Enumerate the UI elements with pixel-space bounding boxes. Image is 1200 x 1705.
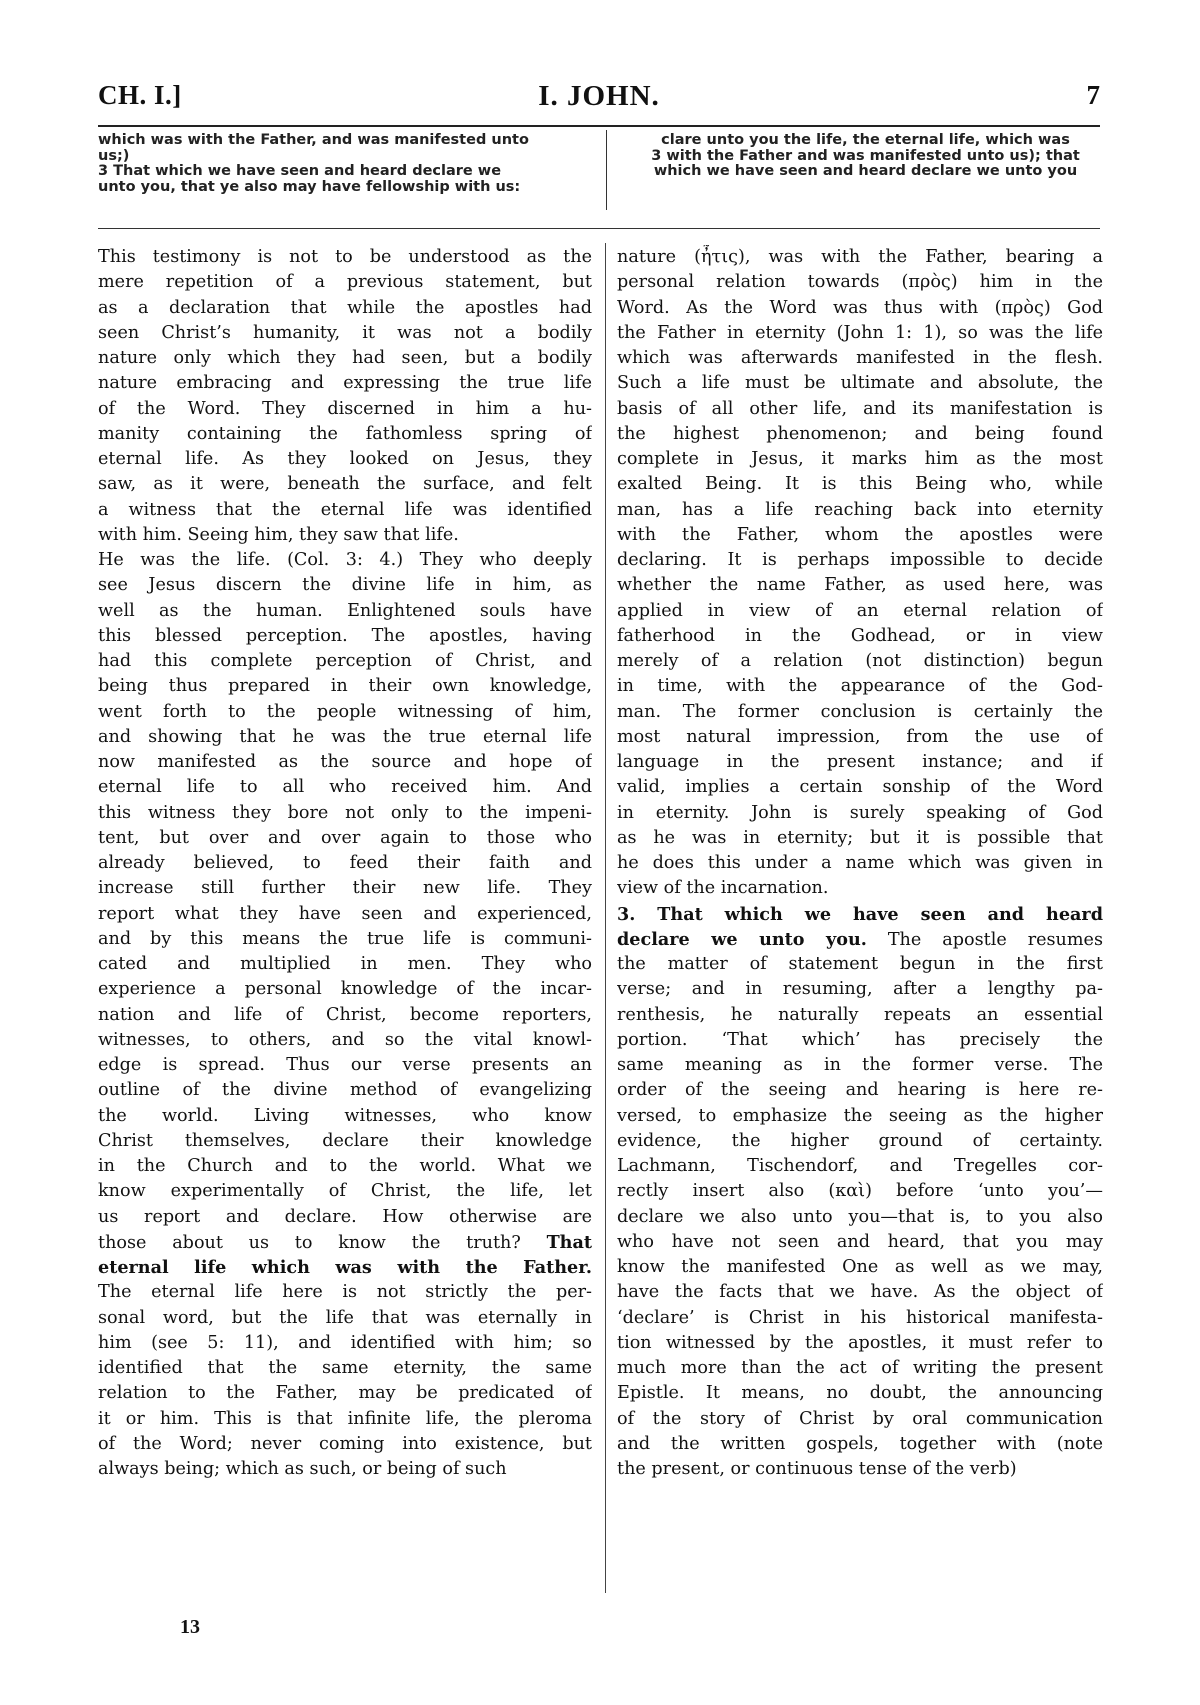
text-line: evidence, the higher ground of certainty.: [617, 1130, 1103, 1151]
text-line: in eternity. John is surely speaking of God: [617, 802, 1103, 823]
text-line: The eternal life here is not strictly the per-: [98, 1282, 592, 1303]
page-number: 7: [1086, 80, 1100, 110]
text-line: renthesis, he naturally repeats an essential: [617, 1004, 1103, 1025]
text-line: this witness they bore not only to the impeni-: [98, 802, 592, 823]
text-line: in the Church and to the world. What we: [98, 1156, 592, 1176]
column-divider: [605, 243, 606, 1593]
text-line: He was the life. (Col. 3: 4.) They who deeply: [98, 550, 592, 570]
text-line: of the story of Christ by oral communication: [617, 1408, 1103, 1429]
text-line: with him. Seeing him, they saw that life.: [98, 524, 459, 545]
text-line: always being; which as such, or being of such: [98, 1459, 507, 1479]
text-line: 3. That which we have seen and heard: [617, 903, 1103, 925]
text-line: eternal life. As they looked on Jesus, they: [98, 449, 592, 469]
text-line: it or him. This is that infinite life, the pleroma: [98, 1408, 592, 1429]
text-line: ‘declare’ is Christ in his historical manifesta-: [617, 1307, 1103, 1328]
text-line: Word. As the Word was thus with (πρὸς) God: [617, 297, 1103, 318]
text-line: basis of all other life, and its manifestation is: [617, 398, 1103, 419]
text-line: and the written gospels, together with (note: [617, 1433, 1103, 1454]
text-line: valid, implies a certain sonship of the Word: [617, 777, 1103, 798]
text-line: with the Father, whom the apostles were: [617, 524, 1103, 545]
text-line: language in the present instance; and if: [617, 752, 1103, 772]
text-line: well as the human. Enlightened souls have: [98, 600, 592, 621]
text-line: saw, as it were, beneath the surface, and felt: [98, 474, 592, 495]
text-line: eternal life which was with the Father.: [98, 1257, 592, 1278]
text-line: edge is spread. Thus our verse presents an: [98, 1055, 592, 1075]
text-line: being thus prepared in their own knowledge,: [98, 676, 592, 697]
text-line: applied in view of an eternal relation of: [617, 600, 1103, 621]
text-line: most natural impression, from the use of: [617, 726, 1103, 747]
book-title: I. JOHN.: [538, 80, 660, 112]
text-line: nature only which they had seen, but a bodily: [98, 348, 592, 368]
text-line: a witness that the eternal life was identified: [98, 499, 592, 520]
text-line: personal relation towards (πρὸς) him in the: [617, 272, 1103, 293]
text-line: cated and multiplied in men. They who: [98, 954, 592, 974]
text-line: the world. Living witnesses, who know: [98, 1105, 592, 1126]
text-line: experience a personal knowledge of the incar-: [98, 979, 592, 1000]
text-line: the highest phenomenon; and being found: [617, 423, 1103, 444]
verse-line: 3 with the Father and was manifested unto us); that: [651, 148, 1080, 164]
text-line: know experimentally of Christ, the life, let: [98, 1181, 592, 1202]
text-line: view of the incarnation.: [617, 878, 829, 899]
text-line: those about us to know the truth? That: [98, 1231, 592, 1253]
verse-line: which we have seen and heard declare we unto you: [653, 164, 1078, 179]
text-line: fatherhood in the Godhead, or in view: [617, 625, 1103, 646]
text-line: the matter of statement begun in the first: [617, 954, 1103, 974]
text-line: who have not seen and heard, that you may: [617, 1231, 1103, 1252]
text-line: and showing that he was the true eternal life: [98, 726, 592, 747]
text-line: portion. ‘That which’ has precisely the: [617, 1029, 1103, 1050]
text-line: whether the name Father, as used here, was: [617, 575, 1103, 596]
text-line: declare we also unto you—that is, to you also: [617, 1206, 1103, 1227]
verse-text-rule: [98, 228, 1100, 229]
text-line: declare we unto you. The apostle resumes: [617, 928, 1103, 950]
text-line: him (see 5: 11), and identified with him; so: [98, 1332, 592, 1353]
text-line: now manifested as the source and hope of: [98, 752, 592, 772]
text-line: relation to the Father, may be predicated of: [98, 1383, 592, 1404]
verse-line: us;): [98, 148, 130, 164]
text-line: report what they have seen and experienced,: [98, 903, 592, 924]
text-line: and by this means the true life is communi-: [98, 928, 592, 949]
text-line: identified that the same eternity, the same: [98, 1358, 592, 1378]
text-line: which was afterwards manifested in the flesh.: [617, 348, 1103, 368]
text-line: rectly insert also (καὶ) before ‘unto you’—: [617, 1181, 1103, 1202]
text-line: eternal life to all who received him. And: [98, 777, 592, 798]
text-line: man, has a life reaching back into eternity: [617, 499, 1103, 520]
text-line: the present, or continuous tense of the verb): [617, 1459, 1017, 1479]
text-line: order of the seeing and hearing is here re-: [617, 1080, 1103, 1101]
text-line: Such a life must be ultimate and absolute, the: [617, 373, 1103, 394]
text-line: seen Christ’s humanity, it was not a bodily: [98, 322, 592, 343]
text-line: much more than the act of writing the present: [617, 1358, 1103, 1378]
commentary-right-column: [617, 245, 1103, 1482]
text-line: Christ themselves, declare their knowledge: [98, 1130, 592, 1151]
verse-text-revised-version: [628, 133, 1103, 180]
text-line: tion witnessed by the apostles, it must refer to: [617, 1332, 1103, 1353]
text-line: as he was in eternity; but it is possible that: [617, 827, 1103, 848]
text-line: us report and declare. How otherwise are: [98, 1206, 592, 1227]
text-line: as a declaration that while the apostles had: [98, 297, 592, 318]
text-line: same meaning as in the former verse. The: [617, 1055, 1103, 1075]
text-line: nature (ἦτις), was with the Father, bearing a: [617, 247, 1103, 267]
verse-text-common-version: [98, 133, 588, 195]
text-line: he does this under a name which was given in: [617, 853, 1103, 873]
verse-line: which was with the Father, and was manifested unto: [98, 133, 529, 148]
text-line: of the Word; never coming into existence, but: [98, 1433, 592, 1454]
commentary-left-column: [98, 245, 592, 1482]
text-line: increase still further their new life. They: [98, 878, 592, 899]
verse-line: 3 That which we have seen and heard declare we: [98, 164, 502, 179]
text-line: see Jesus discern the divine life in him, as: [98, 575, 592, 596]
text-line: in time, with the appearance of the God-: [617, 676, 1103, 697]
text-line: Epistle. It means, no doubt, the announcing: [617, 1383, 1103, 1404]
text-line: went forth to the people witnessing of him,: [98, 701, 592, 722]
text-line: manity containing the fathomless spring of: [98, 423, 592, 444]
text-line: man. The former conclusion is certainly the: [617, 701, 1103, 722]
text-line: exalted Being. It is this Being who, while: [617, 474, 1103, 495]
text-line: verse; and in resuming, after a lengthy pa-: [617, 979, 1103, 1000]
text-line: complete in Jesus, it marks him as the most: [617, 449, 1103, 469]
text-line: Lachmann, Tischendorf, and Tregelles cor-: [617, 1156, 1103, 1176]
verse-line: unto you, that ye also may have fellowship with us:: [98, 179, 521, 195]
text-line: had this complete perception of Christ, and: [98, 651, 592, 671]
verse-text-divider: [606, 130, 607, 210]
text-line: know the manifested One as well as we may,: [617, 1257, 1103, 1277]
text-line: have the facts that we have. As the object of: [617, 1282, 1103, 1303]
text-line: of the Word. They discerned in him a hu-: [98, 398, 592, 419]
text-line: the Father in eternity (John 1: 1), so was the life: [617, 322, 1103, 343]
text-line: already believed, to feed their faith and: [98, 853, 592, 873]
text-line: nation and life of Christ, become reporters,: [98, 1004, 592, 1025]
chapter-heading: CH. I.]: [98, 80, 182, 110]
verse-line: clare unto you the life, the eternal life, which was: [661, 133, 1070, 148]
text-line: tent, but over and over again to those who: [98, 827, 592, 848]
text-line: nature embracing and expressing the true life: [98, 373, 592, 394]
text-line: sonal word, but the life that was eternally in: [98, 1307, 592, 1328]
text-line: merely of a relation (not distinction) begun: [617, 651, 1103, 671]
text-line: declaring. It is perhaps impossible to decide: [617, 550, 1103, 570]
text-line: versed, to emphasize the seeing as the higher: [617, 1105, 1103, 1126]
signature-mark: 13: [180, 1616, 200, 1638]
text-line: This testimony is not to be understood as the: [98, 247, 592, 267]
text-line: mere repetition of a previous statement, but: [98, 272, 592, 293]
header-rule: [98, 125, 1100, 127]
running-head: [98, 80, 1100, 120]
text-line: this blessed perception. The apostles, having: [98, 625, 592, 646]
text-line: witnesses, to others, and so the vital knowl-: [98, 1029, 592, 1050]
text-line: outline of the divine method of evangelizing: [98, 1080, 592, 1101]
